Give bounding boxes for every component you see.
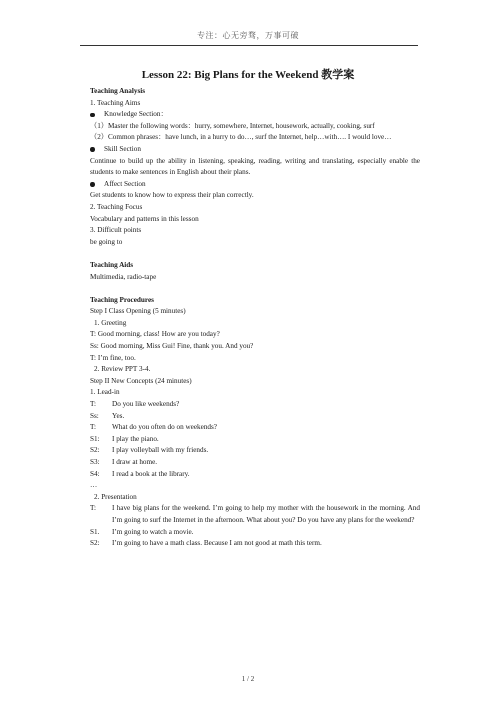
dialog-row bbox=[90, 434, 420, 446]
ellipsis: … bbox=[90, 481, 98, 490]
dialog-row bbox=[90, 445, 420, 457]
greeting-heading: 1. Greeting bbox=[94, 318, 127, 327]
speaker: Ss: bbox=[90, 411, 99, 420]
utterance: I have big plans for the weekend. I’m going to help my mother with the housework in the morning. And I’m going to surf the Internet in the afternoon. What about you? Do you have any plans for the weekend? bbox=[112, 504, 420, 524]
dialog-line: T: Good morning, class! How are you today? bbox=[90, 330, 220, 339]
aids-text: Multimedia, radio-tape bbox=[90, 272, 157, 281]
dialog-row bbox=[90, 422, 420, 434]
utterance: I play the piano. bbox=[112, 434, 159, 443]
skill-label: Skill Section bbox=[104, 144, 141, 153]
aims-heading: 1. Teaching Aims bbox=[90, 98, 141, 107]
step1-heading: Step I Class Opening (5 minutes) bbox=[90, 307, 186, 316]
speaker: T: bbox=[90, 423, 97, 432]
page-number: 1 / 2 bbox=[241, 675, 255, 683]
utterance: I’m going to have a math class. Because I am not good at math this term. bbox=[112, 539, 322, 548]
dialog-row bbox=[90, 469, 420, 481]
header-motto: 专注：心无旁骛，万事可破 bbox=[197, 31, 299, 40]
dialog-line: Ss: Good morning, Miss Gui! Fine, thank you. And you? bbox=[90, 342, 254, 351]
focus-heading: 2. Teaching Focus bbox=[90, 202, 143, 211]
review-line: 2. Review PPT 3-4. bbox=[94, 365, 151, 374]
bullet-icon bbox=[90, 113, 95, 118]
utterance: Do you like weekends? bbox=[112, 400, 180, 409]
utterance: I’m going to watch a movie. bbox=[112, 527, 194, 536]
dialog-row bbox=[90, 503, 420, 526]
phrases-line: （2）Common phrases：have lunch, in a hurry to do…, surf the Internet, help…with…. I would love… bbox=[90, 133, 392, 142]
utterance: Yes. bbox=[112, 411, 125, 420]
speaker: T: bbox=[90, 400, 97, 409]
speaker: S1: bbox=[90, 434, 100, 443]
document-body bbox=[90, 86, 420, 550]
leadin-heading: 1. Lead-in bbox=[90, 388, 120, 397]
section-heading-aids: Teaching Aids bbox=[90, 260, 134, 269]
step2-heading: Step II New Concepts (24 minutes) bbox=[90, 376, 192, 385]
affect-label: Affect Section bbox=[104, 179, 146, 188]
utterance: I play volleyball with my friends. bbox=[112, 446, 209, 455]
bullet-skill bbox=[90, 144, 420, 156]
dialog-row bbox=[90, 399, 420, 411]
utterance: I draw at home. bbox=[112, 458, 158, 466]
section-heading-analysis: Teaching Analysis bbox=[90, 87, 146, 95]
bullet-affect bbox=[90, 179, 420, 191]
difficult-heading: 3. Difficult points bbox=[90, 226, 142, 235]
header-rule bbox=[80, 45, 418, 46]
speaker: T: bbox=[90, 504, 97, 513]
bullet-knowledge bbox=[90, 109, 420, 121]
skill-text: Continue to build up the ability in listening, speaking, reading, writing and translating, especially enable the students to make sentences in English about their plans. bbox=[90, 156, 420, 177]
affect-text: Get students to know how to express their plan correctly. bbox=[90, 191, 254, 200]
dialog-line: T: I’m fine, too. bbox=[90, 353, 136, 362]
speaker: S1. bbox=[90, 527, 100, 536]
speaker: S2: bbox=[90, 446, 100, 455]
speaker: S2: bbox=[90, 539, 100, 548]
speaker: S4: bbox=[90, 469, 100, 478]
utterance: What do you often do on weekends? bbox=[112, 423, 217, 432]
section-heading-procedures: Teaching Procedures bbox=[90, 295, 154, 304]
speaker: S3: bbox=[90, 458, 100, 466]
focus-text: Vocabulary and patterns in this lesson bbox=[90, 214, 199, 223]
utterance: I read a book at the library. bbox=[112, 469, 190, 478]
spacer bbox=[90, 283, 420, 295]
dialog-row bbox=[90, 527, 420, 539]
spacer bbox=[90, 248, 420, 260]
document-title: Lesson 22: Big Plans for the Weekend 教学案 bbox=[141, 69, 355, 81]
knowledge-label: Knowledge Section： bbox=[104, 110, 168, 119]
dialog-row bbox=[90, 411, 420, 423]
dialog-row bbox=[90, 538, 420, 550]
presentation-heading: 2. Presentation bbox=[94, 492, 137, 501]
difficult-text: be going to bbox=[90, 237, 123, 246]
bullet-icon bbox=[90, 182, 95, 187]
bullet-icon bbox=[90, 147, 95, 152]
words-line: （1）Master the following words：hurry, somewhere, Internet, housework, actually, cooking, surf bbox=[90, 121, 375, 130]
dialog-row bbox=[90, 457, 420, 469]
